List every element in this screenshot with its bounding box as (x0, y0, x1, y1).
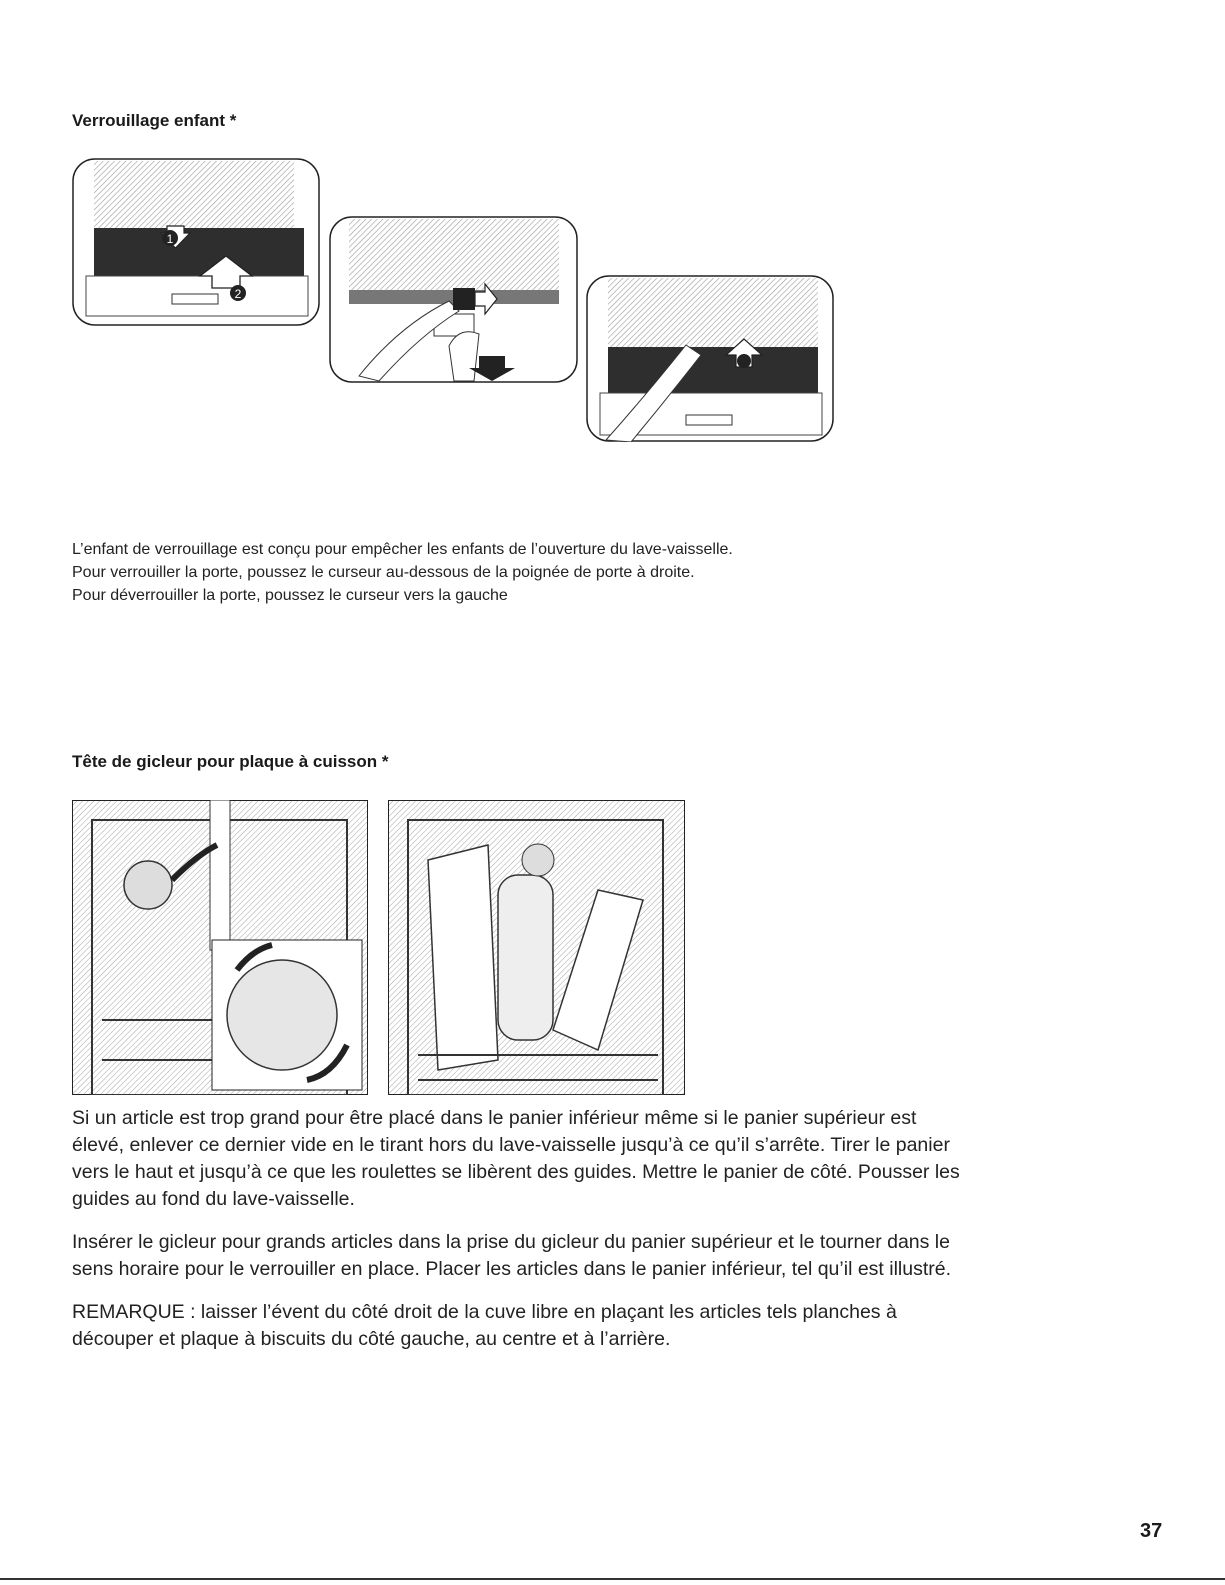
paragraph-line: L’enfant de verrouillage est conçu pour empêcher les enfants de l’ouverture du lave-vaisselle. (72, 541, 733, 558)
spray-head-detail-icon (227, 960, 337, 1070)
lower-rack-loaded-illustration (388, 800, 685, 1095)
section-heading-spray-head: Tête de gicleur pour plaque à cuisson * (72, 752, 389, 771)
spray-head-instructions (72, 1105, 972, 1353)
paragraph: REMARQUE : laisser l’évent du côté droit de la cuve libre en plaçant les articles tels planches à découper et plaque à biscuits du côté gauche, au centre et à l’arrière. (72, 1301, 897, 1350)
section-heading-child-lock: Verrouillage enfant * (72, 111, 237, 130)
page-number: 37 (1140, 1520, 1163, 1542)
svg-text:2: 2 (234, 287, 242, 301)
spray-head-install-illustration (72, 800, 368, 1095)
slider-icon (453, 288, 475, 310)
paragraph-line: Pour déverrouiller la porte, poussez le curseur vers la gauche (72, 587, 508, 604)
child-lock-illustration-step-1 (72, 158, 320, 326)
child-lock-description (72, 538, 972, 607)
paragraph-line: Pour verrouiller la porte, poussez le curseur au-dessous de la poignée de porte à droite. (72, 564, 695, 581)
svg-text:1: 1 (166, 232, 174, 246)
bottom-rule (0, 1578, 1225, 1580)
child-lock-illustration-step-2 (329, 216, 578, 383)
paragraph: Si un article est trop grand pour être placé dans le panier inférieur même si le panier supérieur est élevé, enlever ce dernier vide en le tirant hors du lave-vaisselle jusqu’à ce qu’il s’arrête. Tirer le panier vers le haut et jusqu’à ce que les roulettes se libèrent des guides. Mettre le panier de côté. Pousser les guides au fond du lave-vaisselle. (72, 1107, 960, 1210)
paragraph: Insérer le gicleur pour grands articles dans la prise du gicleur du panier supérieur et le tourner dans le sens horaire pour le verrouiller en place. Placer les articles dans le panier inférieur, tel qu’il est illustré. (72, 1231, 952, 1280)
spray-head-icon (124, 861, 172, 909)
step-1-badge (737, 354, 751, 368)
child-lock-illustration-step-3 (586, 275, 834, 442)
